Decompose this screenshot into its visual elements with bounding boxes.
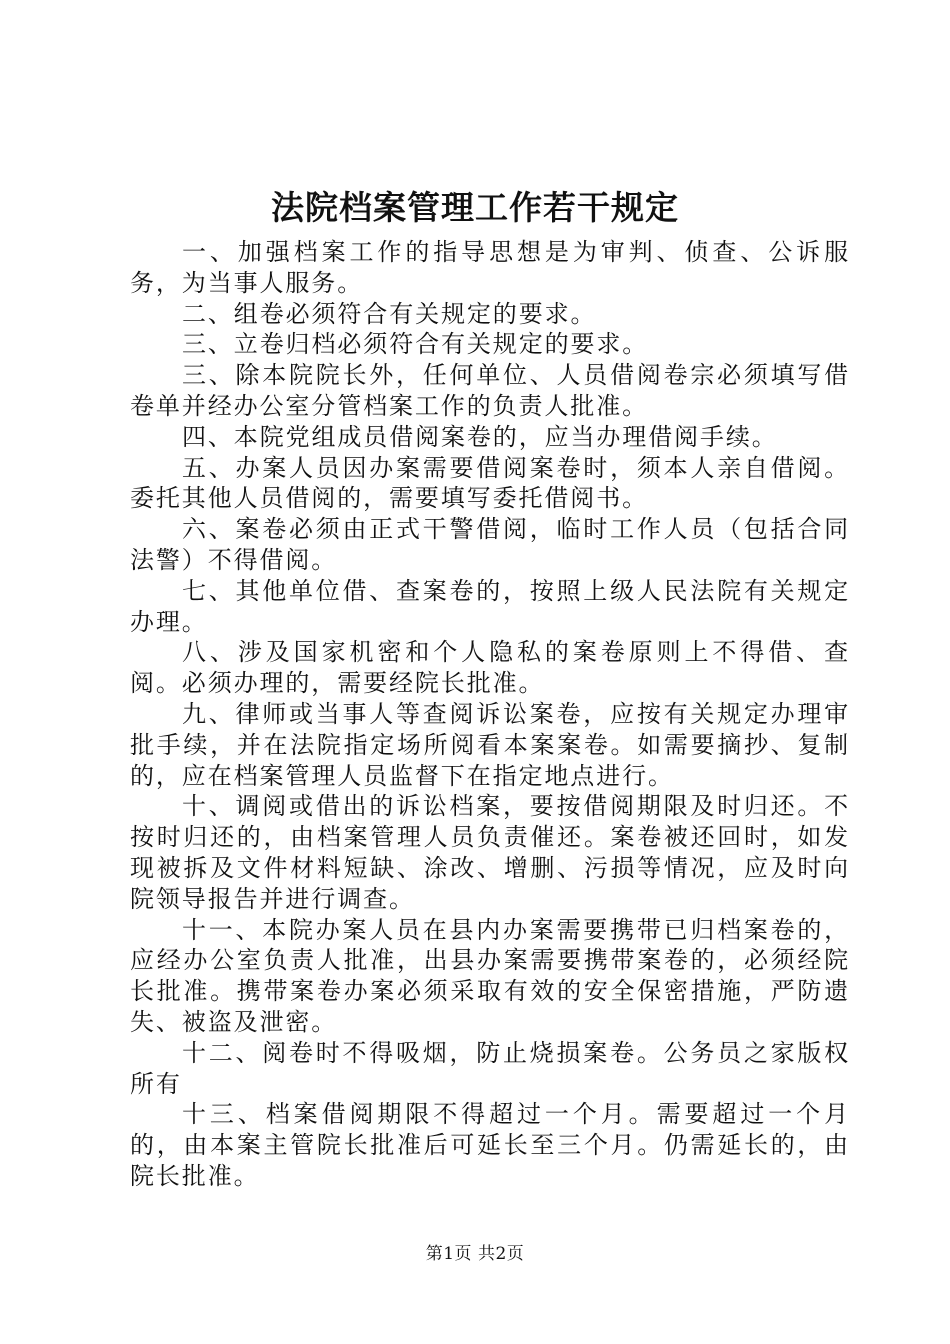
paragraph-6: 五、办案人员因办案需要借阅案卷时，须本人亲自借阅。委托其他人员借阅的，需要填写委托借阅书。 <box>130 453 850 513</box>
paragraph-2: 二、组卷必须符合有关规定的要求。 <box>182 299 597 328</box>
paragraph-14: 十三、档案借阅期限不得超过一个月。需要超过一个月的，由本案主管院长批准后可延长至三个月。仍需延长的，由院长批准。 <box>130 1100 850 1190</box>
paragraph-4: 三、除本院院长外，任何单位、人员借阅卷宗必须填写借卷单并经办公室分管档案工作的负责人批准。 <box>130 361 850 420</box>
paragraph-12: 十一、本院办案人员在县内办案需要携带已归档案卷的，应经办公室负责人批准，出县办案需要携带案卷的，必须经院长批准。携带案卷办案必须采取有效的安全保密措施，严防遗失、被盗及泄密。 <box>130 915 850 1036</box>
paragraph-10: 九、律师或当事人等查阅诉讼案卷，应按有关规定办理审批手续，并在法院指定场所阅看本案案卷。如需要摘抄、复制的，应在档案管理人员监督下在指定地点进行。 <box>130 699 850 790</box>
paragraph-7: 六、案卷必须由正式干警借阅，临时工作人员（包括合同法警）不得借阅。 <box>130 515 850 574</box>
document-body <box>130 237 850 1192</box>
paragraph-5: 四、本院党组成员借阅案卷的，应当办理借阅手续。 <box>182 422 778 451</box>
paragraph-13: 十二、阅卷时不得吸烟，防止烧损案卷。公务员之家版权所有 <box>130 1038 850 1098</box>
paragraph-8: 七、其他单位借、查案卷的，按照上级人民法院有关规定办理。 <box>130 576 850 636</box>
paragraph-9: 八、涉及国家机密和个人隐私的案卷原则上不得借、查阅。必须办理的，需要经院长批准。 <box>130 638 850 698</box>
paragraph-11: 十、调阅或借出的诉讼档案，要按借阅期限及时归还。不按时归还的，由档案管理人员负责催还。案卷被还回时，如发现被拆及文件材料短缺、涂改、增删、污损等情况，应及时向院领导报告并进行调查。 <box>130 792 850 913</box>
paragraph-1: 一、加强档案工作的指导思想是为审判、侦查、公诉服务，为当事人服务。 <box>130 238 850 297</box>
page-footer: 第1页 共2页 <box>425 1244 525 1264</box>
document-title: 法院档案管理工作若干规定 <box>271 188 679 227</box>
paragraph-3: 三、立卷归档必须符合有关规定的要求。 <box>182 330 649 359</box>
